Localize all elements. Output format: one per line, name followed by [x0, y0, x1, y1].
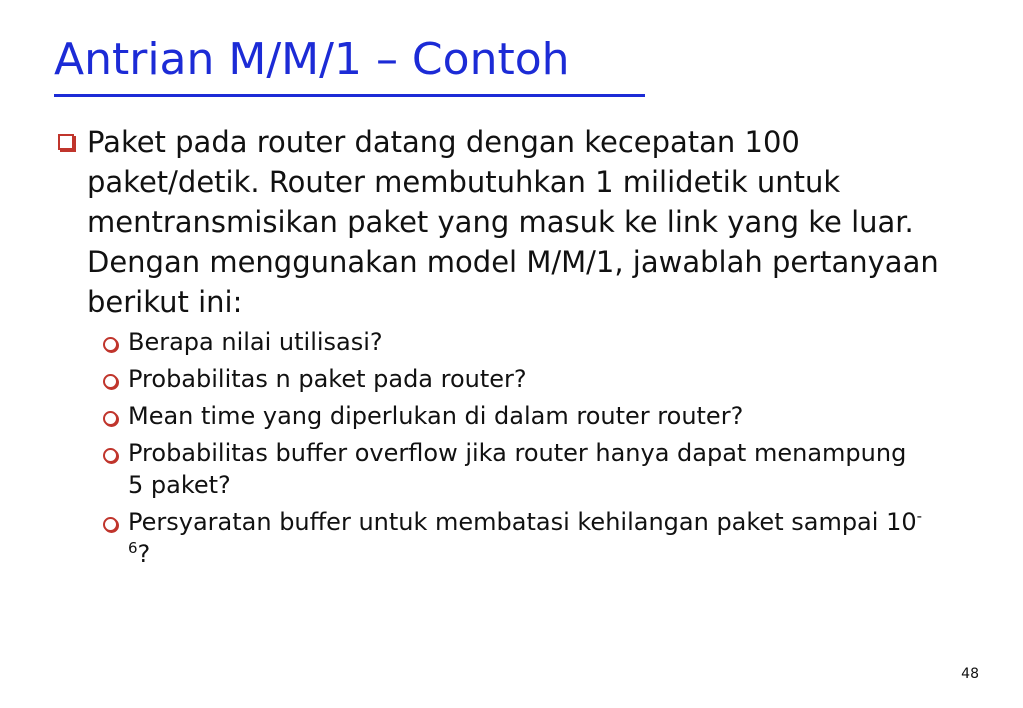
exponent-superscript: -6	[128, 507, 923, 557]
sub-bullet-item	[101, 363, 928, 395]
sub-bullet-text: Probabilitas buffer overflow jika router hanya dapat menampung 5 paket?	[128, 439, 907, 499]
main-bullet-item	[56, 122, 966, 570]
sub-bullet-suffix: ?	[137, 540, 151, 568]
page-number: 48	[961, 666, 979, 682]
circle-bullet-icon	[103, 517, 118, 532]
sub-bullet-item-buffer-requirement	[101, 506, 928, 570]
title-underline	[54, 94, 645, 97]
circle-bullet-icon	[103, 337, 118, 352]
circle-bullet-icon	[103, 374, 118, 389]
sub-bullet-item	[101, 437, 928, 501]
sub-bullet-text: Mean time yang diperlukan di dalam router router?	[128, 402, 744, 430]
sub-bullet-list	[101, 326, 980, 570]
circle-bullet-icon	[103, 411, 118, 426]
main-bullet-text: Paket pada router datang dengan kecepatan 100 paket/detik. Router membutuhkan 1 milidetik untuk mentransmisikan paket yang masuk ke link yang ke luar. Dengan menggunakan model M/M/1, jawablah pertanyaan berikut ini:	[87, 125, 939, 319]
slide-title: Antrian M/M/1 – Contoh	[54, 34, 570, 85]
sub-bullet-text: Berapa nilai utilisasi?	[128, 328, 383, 356]
main-bullet-list	[56, 122, 966, 575]
sub-bullet-text: Probabilitas n paket pada router?	[128, 365, 527, 393]
sub-bullet-item	[101, 326, 928, 358]
circle-bullet-icon	[103, 448, 118, 463]
square-bullet-icon	[58, 134, 74, 150]
sub-bullet-item	[101, 400, 928, 432]
sub-bullet-text: Persyaratan buffer untuk membatasi kehilangan paket sampai 10	[128, 508, 917, 536]
